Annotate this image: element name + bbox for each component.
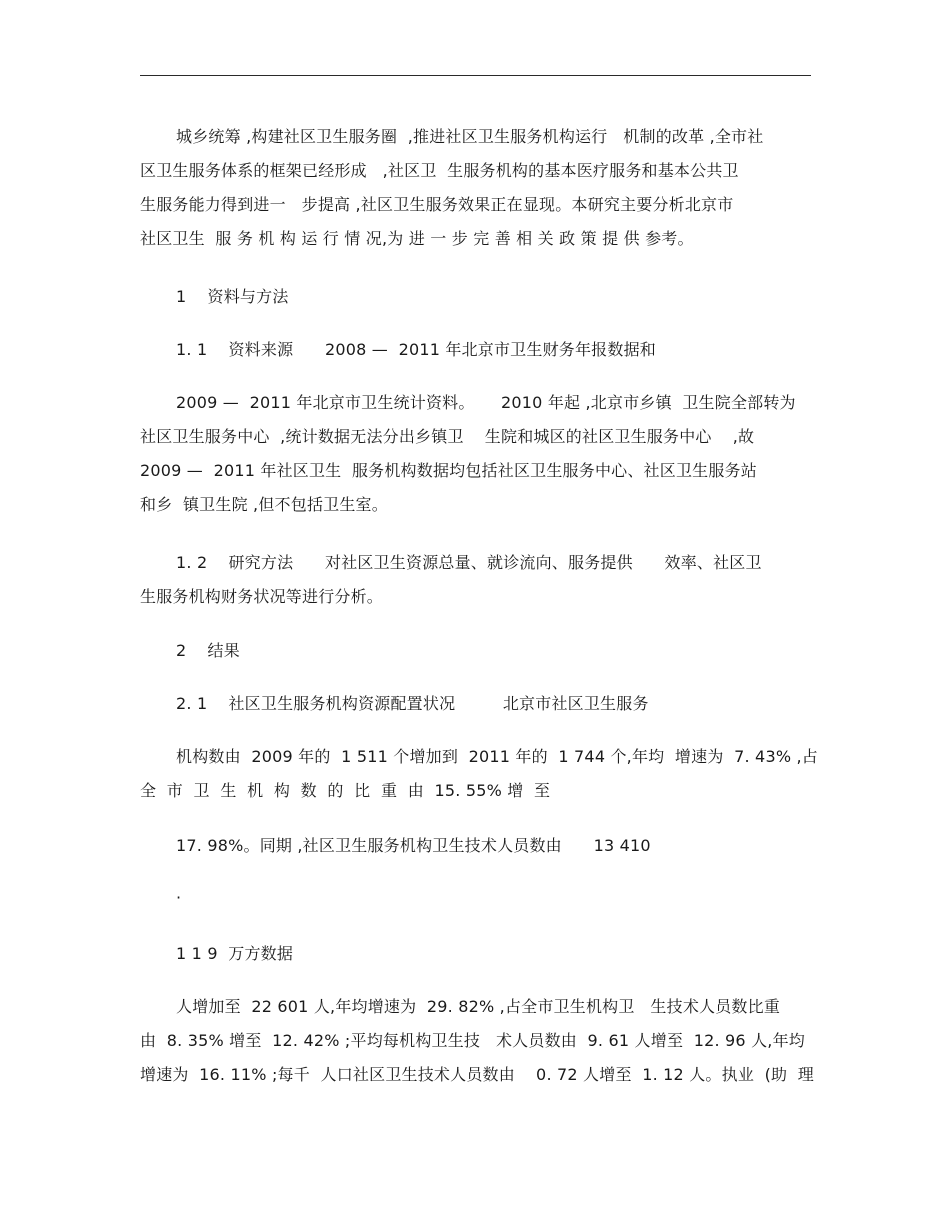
paragraph-5-line-3: 增速为 16. 11% ;每千 人口社区卫生技术人员数由 0. 72 人增至 1. 12 人。执业 (助 理 (140, 1065, 815, 1084)
page-dot: · (176, 888, 182, 907)
section-heading-2: 2 结果 (176, 641, 240, 660)
paragraph-2-line-3: 2009 — 2011 年社区卫生 服务机构数据均包括社区卫生服务中心、社区卫生服务站 (140, 461, 757, 480)
paragraph-5-line-1: 人增加至 22 601 人,年均增速为 29. 82% ,占全市卫生机构卫 生技术人员数比重 (176, 997, 781, 1016)
paragraph-2-line-1: 2009 — 2011 年北京市卫生统计资料。 2010 年起 ,北京市乡镇 卫生院全部转为 (176, 393, 796, 412)
paragraph-4-line-1: 17. 98%。同期 ,社区卫生服务机构卫生技术人员数由 13 410 (176, 836, 651, 855)
paragraph-3-line-1: 机构数由 2009 年的 1 511 个增加到 2011 年的 1 744 个,年均 增速为 7. 43% ,占 (176, 747, 818, 766)
paragraph-2-line-4: 和乡 镇卫生院 ,但不包括卫生室。 (140, 495, 388, 514)
paragraph-5-line-2: 由 8. 35% 增至 12. 42% ;平均每机构卫生技 术人员数由 9. 61 人增至 12. 96 人,年均 (140, 1031, 805, 1050)
paragraph-1-line-1: 城乡统筹 ,构建社区卫生服务圈 ,推进社区卫生服务机构运行 机制的改革 ,全市社 (176, 127, 764, 146)
paragraph-1-line-3: 生服务能力得到进一 步提高 ,社区卫生服务效果正在显现。本研究主要分析北京市 (140, 195, 734, 214)
paragraph-3-line-2: 全 市 卫 生 机 构 数 的 比 重 由 15. 55% 增 至 (140, 781, 551, 800)
subsection-1-1-line-1: 1. 1 资料来源 2008 — 2011 年北京市卫生财务年报数据和 (176, 340, 656, 359)
subsection-1-2-line-2: 生服务机构财务状况等进行分析。 (140, 587, 384, 606)
subsection-1-2-line-1: 1. 2 研究方法 对社区卫生资源总量、就诊流向、服务提供 效率、社区卫 (176, 553, 762, 572)
subsection-2-1-line-1: 2. 1 社区卫生服务机构资源配置状况 北京市社区卫生服务 (176, 694, 649, 713)
paragraph-1-line-4: 社区卫生 服 务 机 构 运 行 情 况,为 进 一 步 完 善 相 关 政 策 提 供 参考。 (140, 229, 694, 248)
page-number-watermark: 1 1 9 万方数据 (176, 944, 294, 963)
paragraph-2-line-2: 社区卫生服务中心 ,统计数据无法分出乡镇卫 生院和城区的社区卫生服务中心 ,故 (140, 427, 755, 446)
paragraph-1-line-2: 区卫生服务体系的框架已经形成 ,社区卫 生服务机构的基本医疗服务和基本公共卫 (140, 161, 739, 180)
header-rule (140, 75, 811, 76)
section-heading-1: 1 资料与方法 (176, 287, 289, 306)
